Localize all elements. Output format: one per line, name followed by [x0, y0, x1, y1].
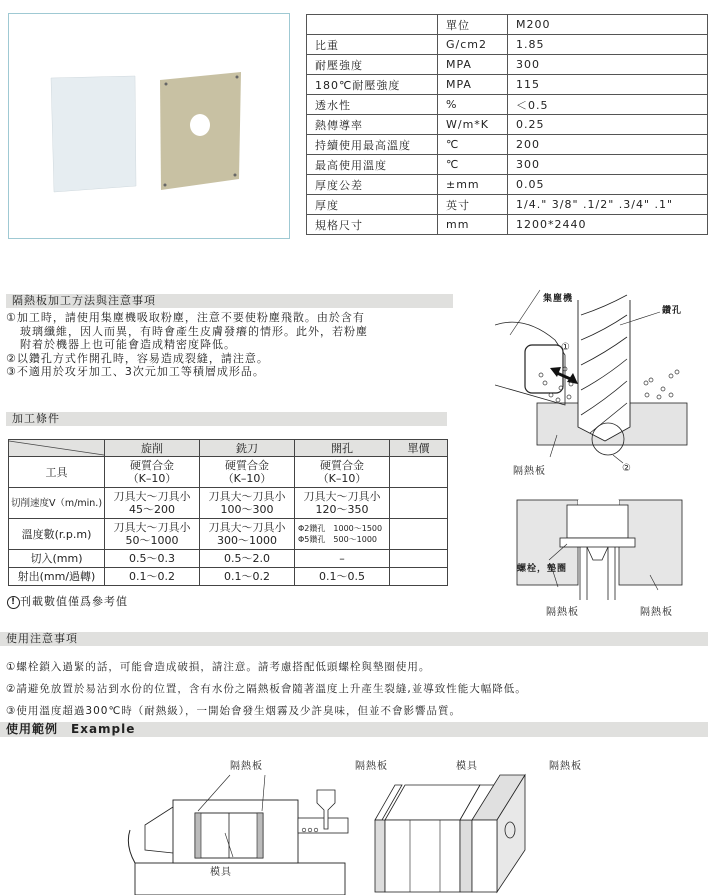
spec-property: 最高使用溫度 [307, 155, 438, 175]
conditions-row [9, 457, 448, 488]
conditions-cell-line: 硬質合金 [130, 459, 174, 472]
conditions-cell [200, 519, 295, 550]
spec-row [307, 95, 708, 115]
conditions-cell-line: 0.1～0.5 [319, 570, 365, 583]
spec-header-row [307, 15, 708, 35]
spec-unit: ℃ [438, 155, 508, 175]
label-dust-collector: 集塵機 [543, 294, 574, 304]
product-photo [8, 13, 290, 239]
conditions-cell-line: 100～300 [220, 503, 274, 516]
conditions-header-row [9, 440, 448, 457]
spec-unit: mm [438, 215, 508, 235]
conditions-cell [390, 519, 448, 550]
conditions-cell [390, 457, 448, 488]
conditions-cell-line: 刀具大～刀具小 [113, 490, 191, 503]
usage-note-line: ②請避免放置於易沾到水份的位置，含有水份之隔熱板會隨著溫度上升產生裂縫,並導致性能大幅降低。 [6, 683, 527, 695]
mold-assembly-diagram [370, 770, 570, 895]
processing-note-line: ③不適用於攻牙加工、3次元加工等積層成形品。 [6, 365, 265, 378]
conditions-row-label: 溫度數(r.p.m) [9, 519, 105, 550]
info-icon: ! [7, 596, 20, 609]
insulation-plates-image [9, 14, 289, 238]
conditions-row-label: 工具 [9, 457, 105, 488]
spec-value: 1200*2440 [508, 215, 708, 235]
conditions-row [9, 568, 448, 586]
spec-value: 1.85 [508, 35, 708, 55]
conditions-cell [200, 550, 295, 568]
conditions-cell-line: 0.1～0.2 [129, 570, 175, 583]
processing-note-line: ①加工時，請使用集塵機吸取粉塵，注意不要使粉塵飛散。由於含有 [6, 311, 365, 324]
spec-property: 熱傳導率 [307, 115, 438, 135]
label-drill: 鑽孔 [662, 306, 683, 316]
spec-row [307, 35, 708, 55]
conditions-cell-line: 50～1000 [125, 534, 179, 547]
conditions-cell [390, 568, 448, 586]
drill-bit [578, 300, 630, 441]
processing-note-line: 附着於機器上也可能會造成精密度降低。 [20, 338, 236, 351]
label-bolt-washer: 螺栓，墊圈 [517, 564, 568, 574]
spec-row [307, 195, 708, 215]
spec-row [307, 155, 708, 175]
conditions-cell [295, 550, 390, 568]
spec-value: 1/4." 3/8" .1/2" .3/4" .1" [508, 195, 708, 215]
conditions-cell [295, 519, 390, 550]
label-left-plate: 隔熱板 [230, 761, 263, 772]
conditions-cell-line: （K–10） [222, 472, 272, 485]
spec-unit: % [438, 95, 508, 115]
plate-hole [190, 114, 210, 136]
spec-value: 0.05 [508, 175, 708, 195]
processing-note-line: 玻璃纖維，因人而異，有時會產生皮膚發癢的情形。此外，若粉塵 [20, 324, 368, 338]
conditions-cell [390, 488, 448, 519]
washer [560, 538, 635, 547]
conditions-cell-line: 0.5～2.0 [224, 552, 270, 565]
conditions-cell [295, 457, 390, 488]
conditions-cell-line: 刀具大～刀具小 [303, 490, 381, 503]
conditions-cell-line: – [339, 552, 345, 565]
spec-unit: ℃ [438, 135, 508, 155]
spec-value: 115 [508, 75, 708, 95]
spec-row [307, 75, 708, 95]
spec-value: ＜0.5 [508, 95, 708, 115]
conditions-cell-line: 刀具大～刀具小 [208, 521, 286, 534]
conditions-column-header: 旋削 [105, 440, 200, 457]
conditions-row-label: 切削速度V（m/min.) [9, 488, 105, 519]
footnote-text: 刊載數值僅爲參考值 [20, 595, 128, 608]
conditions-row [9, 519, 448, 550]
label-plate-left: 隔熱板 [546, 607, 579, 618]
processing-notes-header: 隔熱板加工方法與注意事項 [6, 294, 453, 308]
conditions-cell [105, 568, 200, 586]
conditions-column-header: 單價 [390, 440, 448, 457]
spec-property: 持續使用最高溫度 [307, 135, 438, 155]
conditions-header: 加工條件 [6, 412, 447, 426]
spec-value: M200 [508, 15, 708, 35]
conditions-cell-line: （K–10） [127, 472, 177, 485]
spec-property: 規格尺寸 [307, 215, 438, 235]
drill-diagram [495, 285, 724, 480]
bolt-diagram [495, 485, 724, 600]
spec-unit: 英寸 [438, 195, 508, 215]
conditions-column-header: 銑刀 [200, 440, 295, 457]
conditions-cell-line: Φ5鑽孔 500～1000 [298, 535, 378, 544]
conditions-cell [105, 519, 200, 550]
conditions-cell [200, 488, 295, 519]
processing-notes [6, 311, 368, 379]
spec-unit: MPA [438, 75, 508, 95]
spec-property: 透水性 [307, 95, 438, 115]
spec-property: 厚度 [307, 195, 438, 215]
label-left-mold: 模具 [210, 867, 232, 878]
conditions-cell-line: （K–10） [317, 472, 367, 485]
spec-unit: W/m*K [438, 115, 508, 135]
spec-table [306, 14, 708, 235]
spec-value: 200 [508, 135, 708, 155]
conditions-cell-line: 300～1000 [217, 534, 277, 547]
corner-cell [9, 440, 105, 457]
spec-row [307, 215, 708, 235]
conditions-cell-line: 0.1～0.2 [224, 570, 270, 583]
bolt-head [567, 505, 628, 538]
usage-note-line: ③使用溫度超過300℃時（耐熱級），一開始會發生烟霧及少許臭味，但並不會影響品質。 [6, 705, 461, 717]
conditions-cell [295, 488, 390, 519]
usage-note-line: ①螺栓鎖入過緊的話，可能會造成破損，請注意。請考慮搭配低頭螺栓與墊圈使用。 [6, 661, 431, 673]
conditions-cell [105, 550, 200, 568]
white-plate [51, 76, 136, 192]
insulation-plate-right [257, 813, 263, 858]
label-right-mold: 模具 [456, 761, 478, 772]
conditions-cell [390, 550, 448, 568]
conditions-row [9, 488, 448, 519]
conditions-cell-line: 0.5～0.3 [129, 552, 175, 565]
spec-property: 比重 [307, 35, 438, 55]
conditions-cell-line: 45～200 [129, 503, 175, 516]
spec-unit: 單位 [438, 15, 508, 35]
conditions-cell [105, 457, 200, 488]
spec-value: 300 [508, 155, 708, 175]
label-right-plate-left: 隔熱板 [355, 761, 388, 772]
conditions-cell [295, 568, 390, 586]
conditions-cell-line: 硬質合金 [320, 459, 364, 472]
conditions-cell [200, 457, 295, 488]
processing-note-line: ②以鑽孔方式作開孔時，容易造成裂縫，請注意。 [6, 351, 269, 365]
spec-value: 300 [508, 55, 708, 75]
spec-value: 0.25 [508, 115, 708, 135]
conditions-row [9, 550, 448, 568]
conditions-cell [105, 488, 200, 519]
conditions-column-header: 開孔 [295, 440, 390, 457]
spec-row [307, 55, 708, 75]
label-mark-2: ② [622, 463, 632, 474]
label-plate: 隔熱板 [513, 466, 546, 477]
conditions-cell-line: 硬質合金 [225, 459, 269, 472]
usage-notes [6, 656, 527, 722]
spec-row [307, 175, 708, 195]
conditions-table [8, 439, 448, 586]
conditions-cell-line: 刀具大～刀具小 [208, 490, 286, 503]
usage-notes-header: 使用注意事項 [0, 632, 708, 646]
conditions-cell-line: 120～350 [315, 503, 369, 516]
spec-property: 耐壓強度 [307, 55, 438, 75]
spec-property [307, 15, 438, 35]
injection-machine-diagram [125, 755, 355, 895]
spec-property: 180℃耐壓強度 [307, 75, 438, 95]
spec-unit: ±mm [438, 175, 508, 195]
insulation-plate-left [195, 813, 201, 858]
example-header: 使用範例 Example [0, 722, 708, 737]
conditions-row-label: 射出(mm/過轉) [9, 568, 105, 586]
conditions-cell-line: Φ2鑽孔 1000～1500 [298, 524, 383, 533]
conditions-cell-line: 刀具大～刀具小 [113, 521, 191, 534]
label-right-plate-right: 隔熱板 [549, 761, 582, 772]
conditions-cell [200, 568, 295, 586]
label-mark-1: ① [561, 342, 571, 353]
conditions-footnote [7, 595, 128, 609]
spec-unit: G/cm2 [438, 35, 508, 55]
spec-property: 厚度公差 [307, 175, 438, 195]
conditions-row-label: 切入(mm) [9, 550, 105, 568]
spec-row [307, 115, 708, 135]
spec-unit: MPA [438, 55, 508, 75]
label-plate-right: 隔熱板 [640, 607, 673, 618]
spec-row [307, 135, 708, 155]
